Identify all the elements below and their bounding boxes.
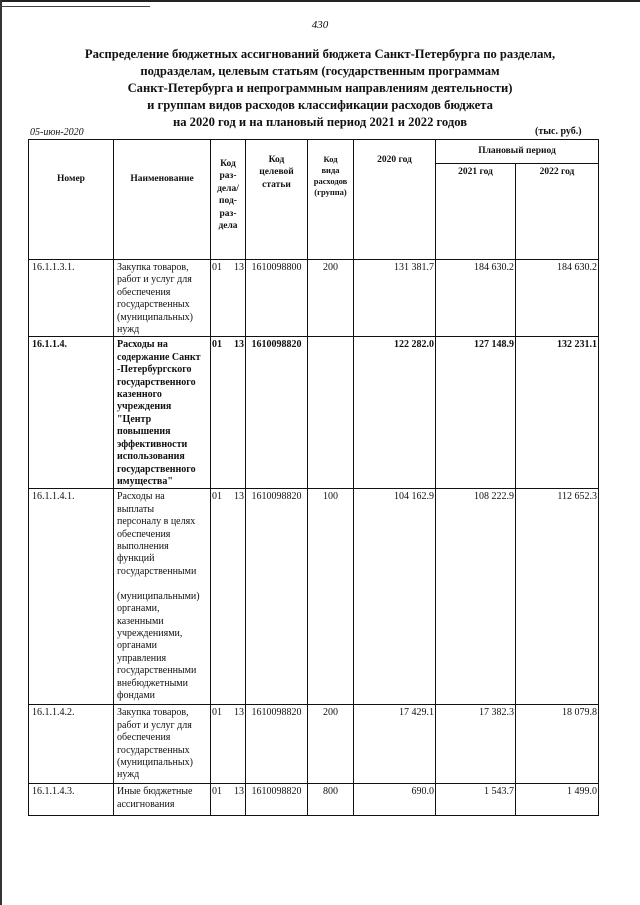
row-section-pair bbox=[211, 260, 245, 274]
header-section-line: раз- bbox=[219, 208, 237, 219]
unit-label: (тыс. руб.) bbox=[535, 126, 582, 137]
row-name-line: повышения bbox=[117, 426, 171, 438]
row-amount-2020: 104 162.9 bbox=[354, 489, 436, 705]
header-section-line: дела/ bbox=[217, 183, 239, 194]
row-name-line: внебюджетными bbox=[117, 677, 188, 689]
table-row bbox=[29, 784, 599, 816]
row-name-line bbox=[117, 578, 208, 590]
table-row bbox=[29, 337, 599, 489]
row-subsection: 13 bbox=[234, 786, 244, 798]
row-name-line: учреждениями, bbox=[117, 627, 183, 639]
row-name bbox=[114, 260, 211, 337]
row-section-code bbox=[211, 489, 246, 705]
row-subsection: 13 bbox=[234, 707, 244, 719]
row-section: 01 bbox=[212, 707, 222, 719]
row-subsection: 13 bbox=[234, 491, 244, 503]
header-section-line: Код bbox=[220, 159, 236, 169]
row-section-pair bbox=[211, 489, 245, 503]
header-expense-line: (группа) bbox=[314, 187, 347, 197]
row-section-pair bbox=[211, 784, 245, 798]
row-name-line: ассигнования bbox=[117, 798, 175, 810]
row-name-line: государственного bbox=[117, 376, 196, 388]
row-expense-code: 100 bbox=[308, 489, 354, 705]
row-name-line: обеспечения bbox=[117, 286, 171, 298]
row-expense-code: 800 bbox=[308, 784, 354, 816]
row-name-line: государственных bbox=[117, 744, 190, 756]
row-section-code bbox=[211, 337, 246, 489]
row-subsection: 13 bbox=[234, 262, 244, 273]
header-2021: 2021 год bbox=[436, 164, 516, 260]
row-section-pair bbox=[211, 337, 245, 351]
title-line: подразделам, целевым статьям (государственным программам bbox=[140, 64, 500, 78]
row-amount-2021: 127 148.9 bbox=[436, 337, 516, 489]
header-name: Наименование bbox=[114, 140, 211, 260]
header-2020: 2020 год bbox=[354, 140, 436, 260]
row-amount-2021: 17 382.3 bbox=[436, 705, 516, 784]
table-row bbox=[29, 489, 599, 705]
header-planned-period: Плановый период bbox=[436, 140, 599, 164]
row-section: 01 bbox=[212, 786, 222, 798]
row-name-line: работ и услуг для bbox=[117, 274, 192, 286]
row-amount-2022: 18 079.8 bbox=[516, 705, 599, 784]
row-expense-code: 200 bbox=[308, 260, 354, 337]
header-target-line: целевой bbox=[259, 167, 294, 178]
header-target-line: Код bbox=[268, 155, 285, 165]
header-target-line: статьи bbox=[262, 179, 291, 190]
header-section-line: под- bbox=[219, 196, 237, 207]
row-number: 16.1.1.4.1. bbox=[29, 489, 114, 705]
row-name-line: Закупка товаров, bbox=[117, 707, 189, 719]
row-amount-2022: 112 652.3 bbox=[516, 489, 599, 705]
row-name-line: работ и услуг для bbox=[117, 719, 192, 731]
row-name-line: эффективности bbox=[117, 438, 188, 450]
scan-edge-mark bbox=[0, 6, 150, 7]
row-name-line: выплаты bbox=[117, 503, 155, 515]
scan-edge-top bbox=[0, 0, 640, 2]
row-amount-2021: 184 630.2 bbox=[436, 260, 516, 337]
row-name-line: (муниципальными) bbox=[117, 590, 200, 602]
page-number: 430 bbox=[311, 19, 329, 31]
row-name-line: фондами bbox=[117, 689, 156, 701]
row-target-code: 1610098800 bbox=[246, 260, 308, 337]
row-target-code: 1610098820 bbox=[246, 337, 308, 489]
row-name bbox=[114, 705, 211, 784]
row-target-code: 1610098820 bbox=[246, 784, 308, 816]
row-section: 01 bbox=[212, 262, 222, 273]
row-name bbox=[114, 489, 211, 705]
row-name-line: казенными bbox=[117, 615, 164, 627]
row-amount-2022: 184 630.2 bbox=[516, 260, 599, 337]
header-expense-line: расходов bbox=[313, 176, 348, 186]
header-expense-code bbox=[308, 140, 354, 260]
row-section: 01 bbox=[212, 491, 222, 503]
title-line: Санкт-Петербурга и непрограммным направлениям деятельности) bbox=[127, 81, 513, 95]
row-name-line: государственных bbox=[117, 299, 190, 311]
row-name-line: персоналу в целях bbox=[117, 516, 196, 528]
row-name-line: учреждения bbox=[117, 401, 172, 413]
row-number: 16.1.1.4. bbox=[29, 337, 114, 489]
row-amount-2020: 131 381.7 bbox=[354, 260, 436, 337]
row-amount-2022: 132 231.1 bbox=[516, 337, 599, 489]
row-target-code: 1610098820 bbox=[246, 489, 308, 705]
row-name-line: Закупка товаров, bbox=[117, 262, 189, 273]
row-name-line: Расходы на bbox=[117, 491, 165, 503]
row-name-line: государственными bbox=[117, 665, 197, 677]
row-name-line: (муниципальных) bbox=[117, 311, 193, 323]
row-number: 16.1.1.4.3. bbox=[29, 784, 114, 816]
row-name-line: государственными bbox=[117, 565, 197, 577]
scan-edge-left bbox=[0, 0, 2, 905]
row-number: 16.1.1.4.2. bbox=[29, 705, 114, 784]
header-section-line: дела bbox=[218, 221, 238, 232]
row-section-code bbox=[211, 784, 246, 816]
row-name-line: нужд bbox=[117, 324, 140, 336]
row-section-code bbox=[211, 705, 246, 784]
row-target-code: 1610098820 bbox=[246, 705, 308, 784]
title-line: Распределение бюджетных ассигнований бюджета Санкт-Петербурга по разделам, bbox=[84, 47, 556, 61]
row-section-pair bbox=[211, 705, 245, 719]
header-target-code bbox=[246, 140, 308, 260]
header-2022: 2022 год bbox=[516, 164, 599, 260]
row-name-line: имущества" bbox=[117, 475, 173, 487]
row-name bbox=[114, 784, 211, 816]
row-name-line: Иные бюджетные bbox=[117, 786, 193, 798]
row-name-line: органами bbox=[117, 640, 158, 652]
header-section-line: раз- bbox=[219, 171, 237, 182]
document-title bbox=[40, 46, 600, 131]
row-name-line: обеспечения bbox=[117, 528, 171, 540]
row-name-line: обеспечения bbox=[117, 732, 171, 744]
table-row bbox=[29, 260, 599, 337]
row-name-line: использования bbox=[117, 451, 185, 463]
document-date: 05-июн-2020 bbox=[30, 127, 84, 138]
row-amount-2021: 1 543.7 bbox=[436, 784, 516, 816]
row-name-line: казенного bbox=[117, 389, 162, 401]
row-amount-2022: 1 499.0 bbox=[516, 784, 599, 816]
row-name-line: -Петербургского bbox=[117, 364, 192, 376]
row-expense-code bbox=[308, 337, 354, 489]
row-name-line: содержание Санкт bbox=[117, 351, 201, 363]
budget-table bbox=[28, 139, 599, 816]
header-expense-line: вида bbox=[321, 165, 340, 175]
row-amount-2021: 108 222.9 bbox=[436, 489, 516, 705]
table-row bbox=[29, 705, 599, 784]
header-section-code bbox=[211, 140, 246, 260]
row-expense-code: 200 bbox=[308, 705, 354, 784]
row-name-line: органами, bbox=[117, 603, 160, 615]
row-subsection: 13 bbox=[234, 339, 244, 351]
title-line: на 2020 год и на плановый период 2021 и 2022 годов bbox=[172, 115, 468, 129]
header-expense-line: Код bbox=[323, 154, 338, 164]
row-name-line: (муниципальных) bbox=[117, 757, 193, 769]
row-amount-2020: 690.0 bbox=[354, 784, 436, 816]
row-number: 16.1.1.3.1. bbox=[29, 260, 114, 337]
header-number: Номер bbox=[29, 140, 114, 260]
row-name-line: функций bbox=[117, 553, 155, 565]
title-line: и группам видов расходов классификации расходов бюджета bbox=[147, 98, 493, 112]
row-name-line: "Центр bbox=[117, 413, 152, 425]
row-name-line: управления bbox=[117, 652, 167, 664]
row-section-code bbox=[211, 260, 246, 337]
row-name-line: нужд bbox=[117, 769, 140, 781]
row-name-line: Расходы на bbox=[117, 339, 168, 351]
row-name-line: выполнения bbox=[117, 541, 169, 553]
row-amount-2020: 122 282.0 bbox=[354, 337, 436, 489]
row-name-line: государственного bbox=[117, 463, 196, 475]
row-section: 01 bbox=[212, 339, 222, 351]
row-name bbox=[114, 337, 211, 489]
row-amount-2020: 17 429.1 bbox=[354, 705, 436, 784]
